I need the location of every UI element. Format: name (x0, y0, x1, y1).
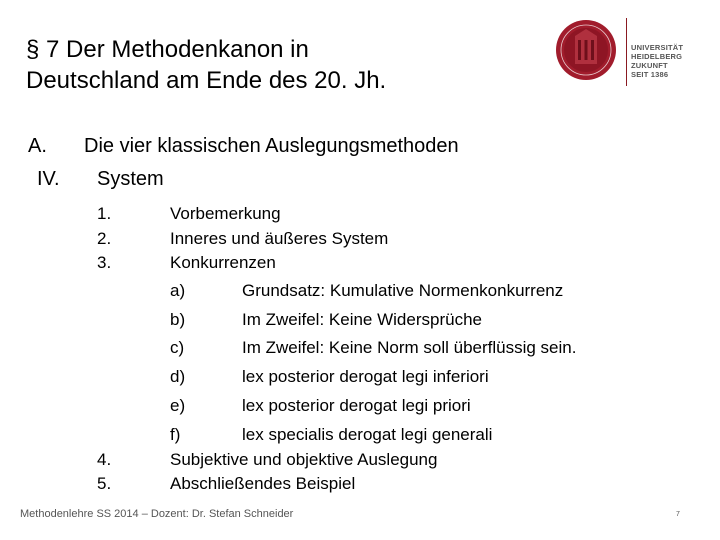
list-item-marker: 1. (97, 204, 112, 223)
logo-divider (626, 18, 627, 86)
sub-item-marker: b) (170, 310, 186, 329)
sub-item: Im Zweifel: Keine Norm soll überflüssig sein. (242, 338, 577, 357)
outline-l1-text: Die vier klassischen Auslegungsmethoden (84, 135, 459, 157)
list-item-marker: 5. (97, 474, 112, 493)
list-item: Vorbemerkung (170, 204, 281, 223)
outline-l2-marker: IV. (37, 168, 60, 190)
sub-item-marker: f) (170, 425, 181, 444)
sub-item: Grundsatz: Kumulative Normenkonkurrenz (242, 281, 564, 300)
sub-item: Im Zweifel: Keine Widersprüche (242, 310, 482, 329)
footer-text: Methodenlehre SS 2014 – Dozent: Dr. Stefan Schneider (20, 508, 294, 520)
outline-l1-marker: A. (28, 135, 47, 157)
wordmark-line: SEIT 1386 (631, 70, 669, 79)
list-item: Konkurrenzen (170, 253, 276, 272)
list-item: Abschließendes Beispiel (170, 474, 356, 493)
list-item: Subjektive und objektive Auslegung (170, 450, 438, 469)
sub-item-marker: d) (170, 367, 186, 386)
sub-item: lex posterior derogat legi inferiori (242, 367, 489, 386)
list-item: Inneres und äußeres System (170, 229, 389, 248)
wordmark-line: ZUKUNFT (631, 61, 668, 70)
university-seal-icon (555, 19, 617, 81)
outline-l2-text: System (97, 168, 164, 190)
wordmark-line: UNIVERSITÄT (631, 43, 684, 52)
wordmark-line: HEIDELBERG (631, 52, 683, 61)
list-item-marker: 4. (97, 450, 112, 469)
slide-title-line1: § 7 Der Methodenkanon in (26, 36, 309, 63)
page-number: 7 (676, 511, 680, 518)
slide-title-line2: Deutschland am Ende des 20. Jh. (26, 67, 387, 94)
slide-title (26, 34, 526, 96)
sub-item-marker: c) (170, 338, 185, 357)
sub-item: lex posterior derogat legi priori (242, 396, 471, 415)
sub-item-marker: e) (170, 396, 186, 415)
list-item-marker: 2. (97, 229, 112, 248)
sub-item: lex specialis derogat legi generali (242, 425, 493, 444)
list-item-marker: 3. (97, 253, 112, 272)
university-wordmark (631, 43, 683, 79)
sub-item-marker: a) (170, 281, 186, 300)
